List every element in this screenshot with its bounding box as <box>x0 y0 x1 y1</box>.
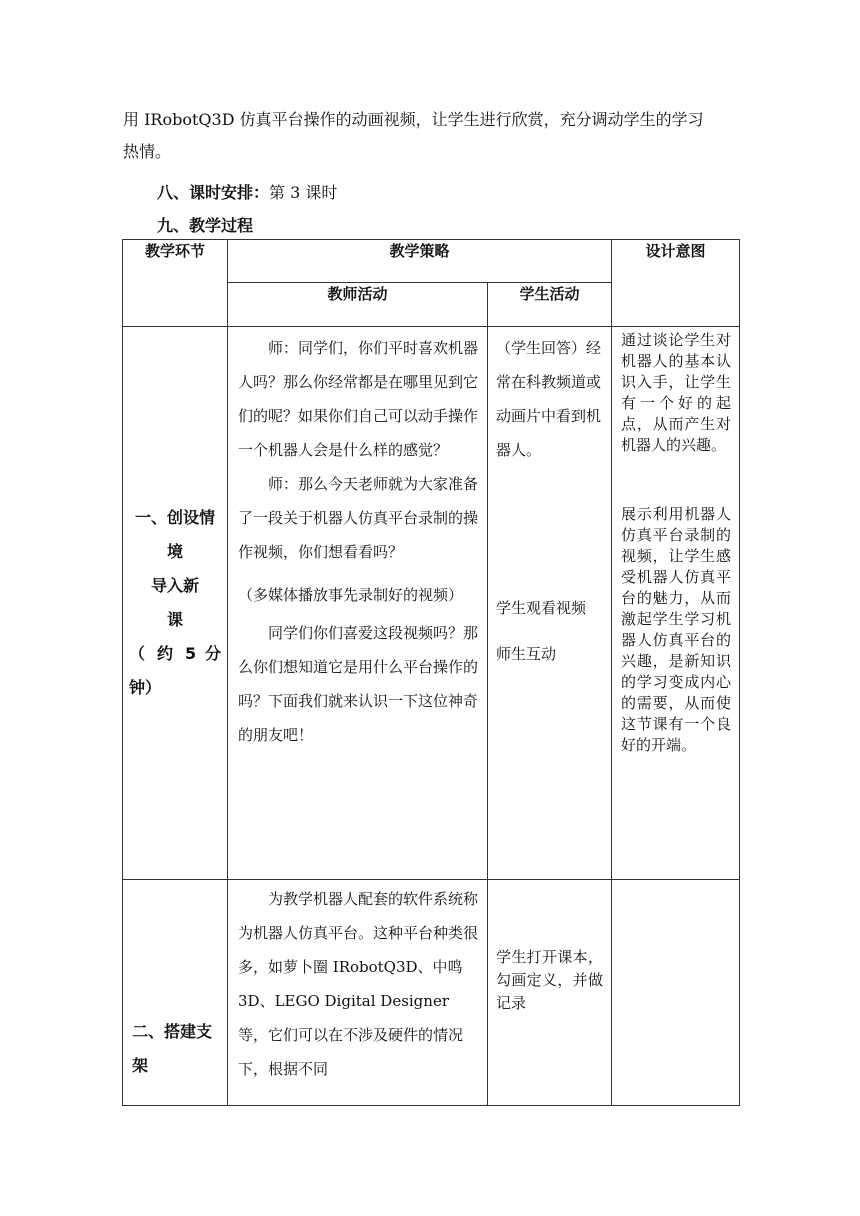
teacher-activity-cell <box>228 327 488 880</box>
table-row <box>123 327 740 880</box>
student-activity-cell <box>488 327 612 880</box>
stage-line: （ 约 5 分 <box>129 644 221 663</box>
student-paragraph: （学生回答）经常在科教频道或动画片中看到机器人。 <box>496 339 602 459</box>
section-8-heading <box>157 180 337 203</box>
intro-line-2: 热情。 <box>123 142 172 161</box>
table-row <box>123 880 740 1106</box>
header-student: 学生活动 <box>488 283 612 327</box>
section-8-label: 八、课时安排： <box>157 183 270 202</box>
intro-paragraph <box>123 104 743 168</box>
teaching-process-table <box>122 239 740 1106</box>
student-paragraph: 学生打开课本，勾画定义，并做记录 <box>496 948 604 1012</box>
intent-paragraph: 通过谈论学生对机器人的基本认识入手，让学生有一个好的起点，从而产生对机器人的兴趣。 <box>621 331 732 454</box>
stage-line: 课 <box>166 610 183 629</box>
design-intent-cell <box>612 327 740 880</box>
teacher-activity-cell <box>228 880 488 1106</box>
stage-cell <box>123 327 228 880</box>
teacher-paragraph: （多媒体播放事先录制好的视频） <box>238 586 464 604</box>
teacher-paragraph: 同学们你们喜爱这段视频吗？那么你们想知道它是用什么平台操作的吗？下面我们就来认识一下这位神奇的朋友吧！ <box>238 624 479 744</box>
stage-line: 导入新 <box>150 576 199 595</box>
stage-line: 二、搭建支 <box>132 1022 213 1041</box>
section-9-heading: 九、教学过程 <box>157 216 254 235</box>
stage-line: 境 <box>166 542 183 561</box>
teacher-paragraph: 为教学机器人配套的软件系统称为机器人仿真平台。这种平台种类很多，如萝卜圈 IRobotQ3D、中鸣 3D、LEGO Digital Designer 等，它们可以在不涉及硬件的情况下，根据不同 <box>238 890 479 1078</box>
stage-label <box>123 1015 227 1105</box>
header-strategy: 教学策略 <box>228 240 612 283</box>
header-stage: 教学环节 <box>123 240 228 327</box>
stage-line: 架 <box>132 1056 149 1075</box>
stage-cell <box>123 880 228 1106</box>
teacher-paragraph: 师：那么今天老师就为大家准备了一段关于机器人仿真平台录制的操作视频，你们想看看吗？ <box>238 475 479 561</box>
table-header-row <box>123 240 740 283</box>
student-paragraph: 师生互动 <box>496 645 557 663</box>
header-teacher: 教师活动 <box>228 283 488 327</box>
stage-line: 钟） <box>129 678 162 697</box>
design-intent-cell <box>612 880 740 1106</box>
stage-label <box>123 501 227 705</box>
student-paragraph: 学生观看视频 <box>496 599 587 617</box>
section-8-value: 第 3 课时 <box>269 183 338 202</box>
header-intent: 设计意图 <box>612 240 740 327</box>
stage-line: 一、创设情 <box>134 508 215 527</box>
teacher-paragraph: 师：同学们，你们平时喜欢机器人吗？那么你经常都是在哪里见到它们的呢？如果你们自己可以动手操作一个机器人会是什么样的感觉？ <box>238 339 479 459</box>
intent-paragraph: 展示利用机器人仿真平台录制的视频，让学生感受机器人仿真平台的魅力，从而激起学生学习机器人仿真平台的兴趣，是新知识的学习变成内心的需要，从而使这节课有一个良好的开端。 <box>621 505 732 754</box>
intro-line-1: 用 IRobotQ3D 仿真平台操作的动画视频，让学生进行欣赏，充分调动学生的学习 <box>123 110 704 129</box>
student-activity-cell <box>488 880 612 1106</box>
